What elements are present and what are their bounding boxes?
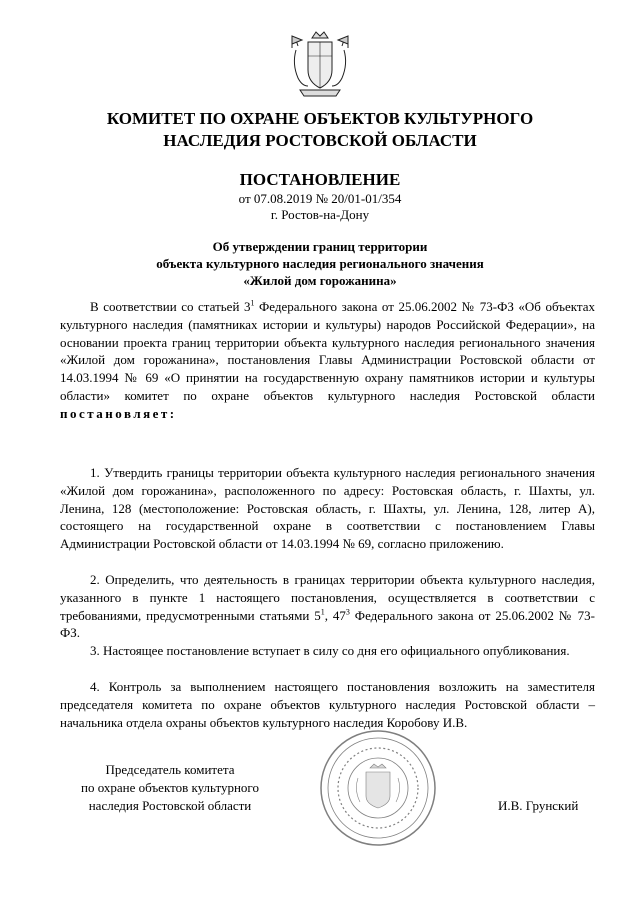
signatory-name: И.В. Грунский <box>498 798 579 813</box>
subject-line-1: Об утверждении границ территории <box>212 239 428 254</box>
preamble-paragraph: В соответствии со статьей $3^1$ Федерального закона от 25.06.2002 № 73-ФЗ «Об объектах культурного наследия (памятниках истории и культуры) народов Российской Федерации», на основании проекта границ территории объекта культурного наследия регионального значения «Жилой дом горожанина», постановления Главы Администрации Ростовской области от 14.03.1994 № 69 «О принятии на государственную охрану памятников истории и культуры области» комитет по охране объектов культурного наследия Ростовской области постановляет: <box>60 298 596 421</box>
organization-name <box>60 108 580 152</box>
subject-line-3: «Жилой дом горожанина» <box>243 273 397 288</box>
org-line-2: НАСЛЕДИЯ РОСТОВСКОЙ ОБЛАСТИ <box>163 131 477 150</box>
position-line-2: по охране объектов культурного <box>81 779 259 795</box>
item-4-paragraph: 4. Контроль за выполнением настоящего постановления возложить на заместителя председателя комитета по охране объектов культурного наследия Ростовской области – начальника отдела охраны объектов культурного наследия Коробову И.В. <box>60 679 595 730</box>
item-3-paragraph: 3. Настоящее постановление вступает в силу со дня его официального опубликования. <box>90 643 570 658</box>
decree-subject <box>60 238 580 289</box>
position-line-3: наследия Ростовской области <box>88 797 252 813</box>
org-line-1: КОМИТЕТ ПО ОХРАНЕ ОБЪЕКТОВ КУЛЬТУРНОГО <box>106 109 534 128</box>
resolve-word: постановляет: <box>60 405 177 421</box>
decree-city: г. Ростов-на-Дону <box>270 207 370 222</box>
coat-of-arms-icon <box>288 30 352 98</box>
item-2-paragraph: 2. Определить, что деятельность в границах территории объекта культурного наследия, указанного в пункте 1 настоящего постановления, осуществляется в соответствии с требованиями, предусмотренными статьями $5^1$, $47^3$ Федерального закона от 25.06.2002 № 73-ФЗ. <box>60 572 595 641</box>
decree-date: от 07.08.2019 № 20/01-01/354 <box>238 191 402 206</box>
signatory-position <box>60 761 280 814</box>
official-seal-icon <box>318 728 438 848</box>
item-1-paragraph: 1. Утвердить границы территории объекта культурного наследия регионального значения «Жилой дом горожанина», расположенного по адресу: Ростовская область, г. Шахты, ул. Ленина, 128 (местоположение: Ростовская область, г. Шахты, ул. Ленина, 128, литер А), состоящего на государственной охране в соответствии с постановлением Главы Администрации Ростовской области от 14.03.1994 № 69, согласно приложению. <box>60 465 595 552</box>
position-line-1: Председатель комитета <box>105 762 235 777</box>
decree-title: ПОСТАНОВЛЕНИЕ <box>239 170 401 189</box>
subject-line-2: объекта культурного наследия регионального значения <box>156 256 484 271</box>
